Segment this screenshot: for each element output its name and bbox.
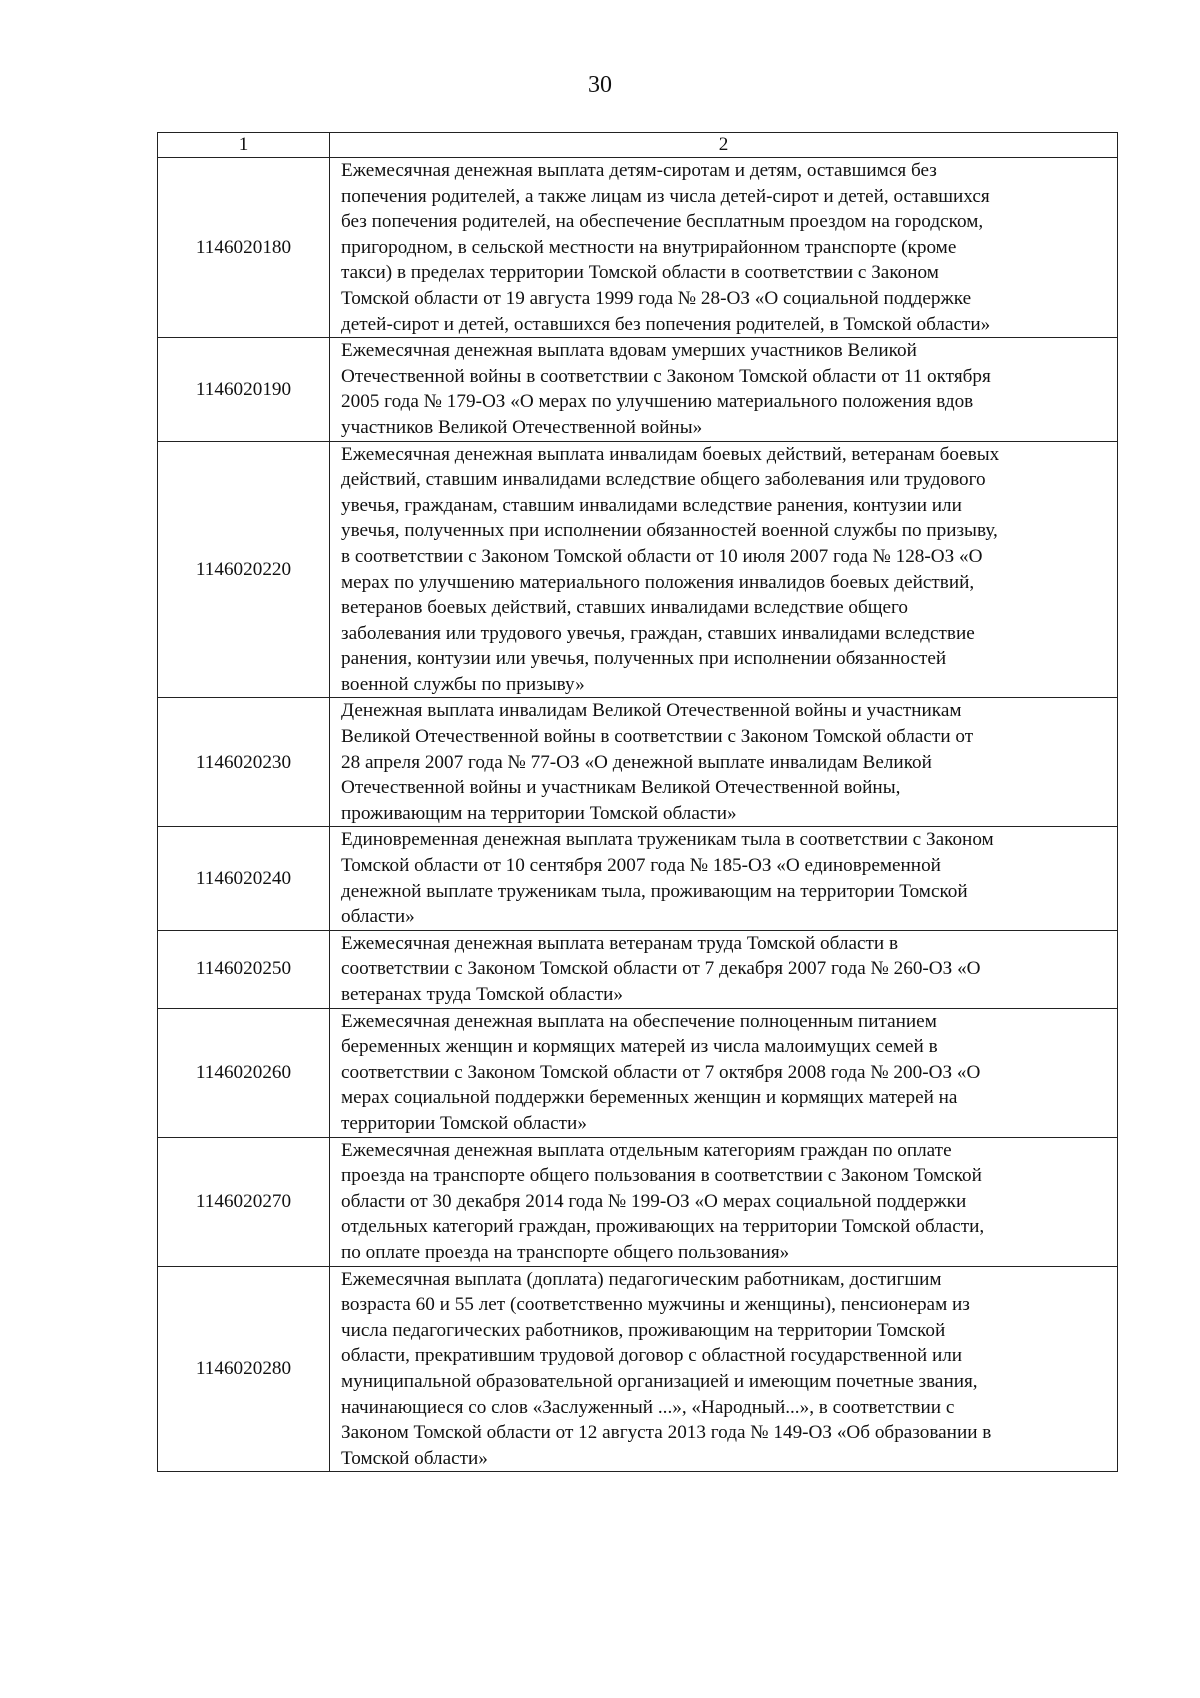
description-line: такси) в пределах территории Томской области в соответствии с Законом [341, 262, 939, 284]
expense-description [330, 338, 1118, 441]
description-line: мерах по улучшению материального положения инвалидов боевых действий, [341, 571, 975, 593]
description-line: проезда на транспорте общего пользования в соответствии с Законом Томской [341, 1165, 982, 1187]
table-row [158, 338, 1118, 441]
description-line: области, прекратившим трудовой договор с областной государственной или [341, 1345, 963, 1367]
description-line: Ежемесячная выплата (доплата) педагогическим работникам, достигшим [341, 1268, 942, 1290]
classification-code: 1146020240 [158, 827, 330, 930]
description-line: Ежемесячная денежная выплата отдельным категориям граждан по оплате [341, 1139, 952, 1161]
table-row [158, 1008, 1118, 1137]
description-line: беременных женщин и кормящих матерей из числа малоимущих семей в [341, 1036, 938, 1058]
description-line: проживающим на территории Томской области» [341, 802, 737, 824]
description-line: попечения родителей, а также лицам из числа детей-сирот и детей, оставшихся [341, 185, 990, 207]
description-line: Ежемесячная денежная выплата вдовам умерших участников Великой [341, 340, 917, 362]
classification-code: 1146020180 [158, 158, 330, 338]
description-line: Денежная выплата инвалидам Великой Отечественной войны и участникам [341, 700, 962, 722]
description-line: начинающиеся со слов «Заслуженный ...», «Народный...», в соответствии с [341, 1396, 955, 1418]
description-line: Единовременная денежная выплата труженикам тыла в соответствии с Законом [341, 829, 994, 851]
description-line: пригородном, в сельской местности на внутрирайонном транспорте (кроме [341, 236, 957, 258]
description-line: действий, ставшим инвалидами вследствие общего заболевания или трудового [341, 469, 986, 491]
description-line: денежной выплате труженикам тыла, проживающим на территории Томской [341, 880, 968, 902]
description-line: по оплате проезда на транспорте общего пользования» [341, 1241, 790, 1263]
classification-code: 1146020280 [158, 1266, 330, 1472]
description-line: участников Великой Отечественной войны» [341, 416, 703, 438]
description-line: детей-сирот и детей, оставшихся без попечения родителей, в Томской области» [341, 313, 991, 335]
table-row [158, 158, 1118, 338]
expense-description [330, 827, 1118, 930]
description-line: 2005 года № 179-ОЗ «О мерах по улучшению материального положения вдов [341, 391, 974, 413]
description-line: ветеранах труда Томской области» [341, 984, 623, 1005]
table-row [158, 1266, 1118, 1472]
description-line: Томской области» [341, 1447, 488, 1469]
classification-code: 1146020270 [158, 1137, 330, 1266]
table-row [158, 698, 1118, 827]
description-line: Ежемесячная денежная выплата ветеранам труда Томской области в [341, 932, 899, 954]
expense-description [330, 1008, 1118, 1137]
classification-code: 1146020230 [158, 698, 330, 827]
description-line: заболевания или трудового увечья, граждан, ставших инвалидами вследствие [341, 622, 975, 644]
description-line: Великой Отечественной войны в соответствии с Законом Томской области от [341, 726, 974, 748]
description-line: Ежемесячная денежная выплата детям-сиротам и детям, оставшимся без [341, 160, 937, 181]
expense-description [330, 1266, 1118, 1472]
description-line: Законом Томской области от 12 августа 2013 года № 149-ОЗ «Об образовании в [341, 1422, 992, 1444]
description-line: увечья, гражданам, ставшим инвалидами вследствие ранения, контузии или [341, 494, 962, 516]
budget-classification-table [157, 132, 1118, 1472]
description-line: числа педагогических работников, проживающим на территории Томской [341, 1319, 946, 1341]
description-line: Ежемесячная денежная выплата на обеспечение полноценным питанием [341, 1010, 937, 1032]
expense-description [330, 1137, 1118, 1266]
description-line: муниципальной образовательной организацией и имеющим почетные звания, [341, 1370, 978, 1392]
description-line: ранения, контузии или увечья, полученных при исполнении обязанностей [341, 648, 947, 670]
description-line: Отечественной войны и участникам Великой Отечественной войны, [341, 777, 901, 799]
description-line: 28 апреля 2007 года № 77-ОЗ «О денежной выплате инвалидам Великой [341, 751, 932, 773]
description-line: Томской области от 19 августа 1999 года № 28-ОЗ «О социальной поддержке [341, 287, 972, 309]
table-row [158, 827, 1118, 930]
table-row [158, 441, 1118, 698]
classification-code: 1146020220 [158, 441, 330, 698]
column-header-1: 1 [158, 133, 330, 158]
description-line: ветеранов боевых действий, ставших инвалидами вследствие общего [341, 597, 909, 619]
description-line: соответствии с Законом Томской области от 7 декабря 2007 года № 260-ОЗ «О [341, 958, 981, 980]
classification-code: 1146020260 [158, 1008, 330, 1137]
description-line: Ежемесячная денежная выплата инвалидам боевых действий, ветеранам боевых [341, 443, 1000, 465]
expense-description [330, 158, 1118, 338]
description-line: в соответствии с Законом Томской области от 10 июля 2007 года № 128-ОЗ «О [341, 545, 983, 567]
description-line: возраста 60 и 55 лет (соответственно мужчины и женщины), пенсионерам из [341, 1294, 970, 1316]
description-line: области от 30 декабря 2014 года № 199-ОЗ «О мерах социальной поддержки [341, 1190, 967, 1212]
description-line: отдельных категорий граждан, проживающих на территории Томской области, [341, 1216, 985, 1238]
description-line: Томской области от 10 сентября 2007 года № 185-ОЗ «О единовременной [341, 855, 941, 877]
description-line: области» [341, 906, 415, 928]
description-line: без попечения родителей, на обеспечение бесплатным проездом на городском, [341, 211, 984, 233]
description-line: Отечественной войны в соответствии с Законом Томской области от 11 октября [341, 365, 991, 387]
description-line: увечья, полученных при исполнении обязанностей военной службы по призыву, [341, 520, 998, 542]
table-row [158, 930, 1118, 1008]
description-line: территории Томской области» [341, 1112, 587, 1134]
column-header-2: 2 [330, 133, 1118, 158]
table-row [158, 1137, 1118, 1266]
expense-description [330, 698, 1118, 827]
page-number: 30 [588, 72, 612, 98]
description-line: военной службы по призыву» [341, 673, 585, 695]
expense-description [330, 441, 1118, 698]
description-line: мерах социальной поддержки беременных женщин и кормящих матерей на [341, 1087, 958, 1109]
description-line: соответствии с Законом Томской области от 7 октября 2008 года № 200-ОЗ «О [341, 1061, 981, 1083]
expense-description [330, 930, 1118, 1008]
classification-code: 1146020190 [158, 338, 330, 441]
table-header-row [158, 133, 1118, 158]
classification-code: 1146020250 [158, 930, 330, 1008]
